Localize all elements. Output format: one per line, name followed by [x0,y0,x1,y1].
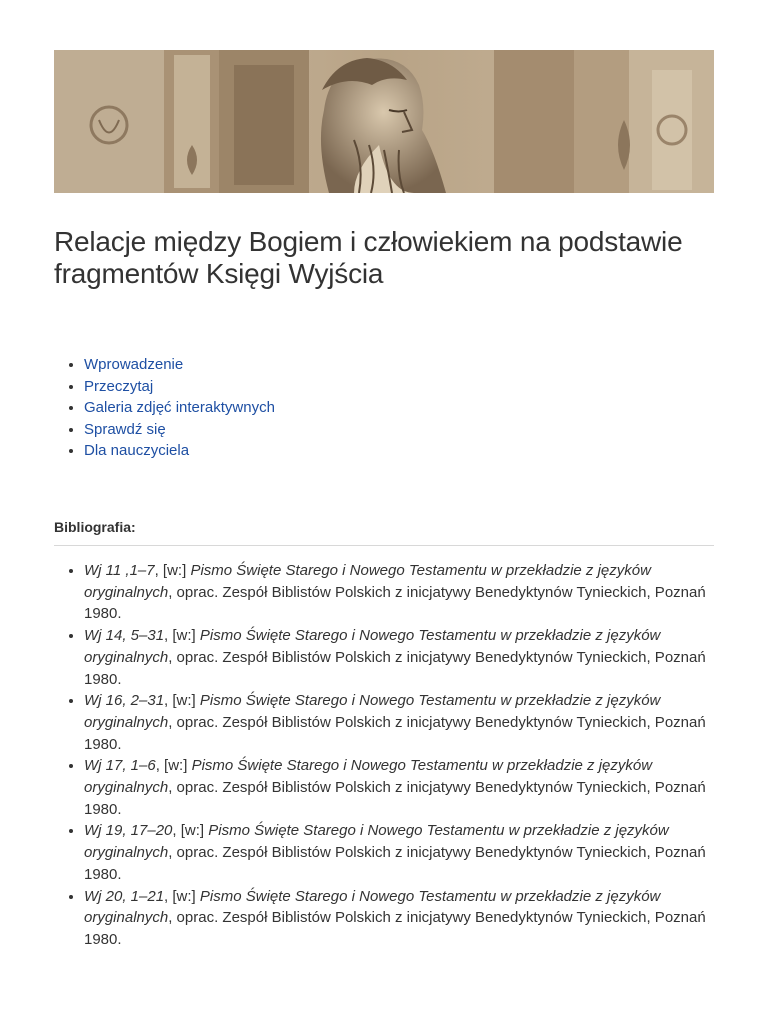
nav-link-przeczytaj[interactable]: Przeczytaj [84,377,154,395]
nav-link-sprawdz-sie[interactable]: Sprawdź się [84,420,166,438]
bib-ref: Wj 16, 2–31 [84,692,165,710]
bibliography-list [54,560,724,951]
nav-item [84,397,275,419]
bibliography-item [84,690,724,755]
section-nav [54,354,275,462]
bib-rest: , oprac. Zespół Biblistów Polskich z inicjatywy Benedyktynów Tynieckich, Poznań 1980. [84,779,706,818]
hero-image [54,50,714,193]
bib-title: Pismo Święte Starego i Nowego Testamentu w przekładzie z języków oryginalnych [84,822,669,862]
nav-link-galeria[interactable]: Galeria zdjęć interaktywnych [84,399,275,417]
bib-rest: , oprac. Zespół Biblistów Polskich z inicjatywy Benedyktynów Tynieckich, Poznań 1980. [84,583,706,623]
bib-sep: , [w:] [154,562,191,579]
bibliography-item [84,560,724,625]
bib-ref: Wj 17, 1–6 [84,757,156,775]
bibliography-item [84,625,724,690]
page-title: Relacje między Bogiem i człowiekiem na podstawie fragmentów Księgi Wyjścia [54,226,683,289]
bib-title: Pismo Święte Starego i Nowego Testamentu w przekładzie z języków oryginalnych [84,562,651,601]
bib-rest: , oprac. Zespół Biblistów Polskich z inicjatywy Benedyktynów Tynieckich, Poznań 1980. [84,909,706,948]
bibliography-heading: Bibliografia: [54,519,136,535]
bib-sep: , [w:] [164,627,200,645]
bib-rest: , oprac. Zespół Biblistów Polskich z inicjatywy Benedyktynów Tynieckich, Poznań 1980. [84,844,706,883]
bib-sep: , [w:] [172,822,209,840]
nav-item [84,419,275,441]
divider [54,545,714,546]
bib-title: Pismo Święte Starego i Nowego Testamentu w przekładzie z języków oryginalnych [84,692,661,731]
bib-ref: Wj 11 ,1–7 [84,562,155,579]
nav-link-dla-nauczyciela[interactable]: Dla nauczyciela [84,442,190,460]
bib-ref: Wj 19, 17–20 [84,822,173,840]
nav-link-wprowadzenie[interactable]: Wprowadzenie [84,356,184,373]
bib-sep: , [w:] [155,757,192,775]
bibliography-item [84,820,724,885]
bib-title: Pismo Święte Starego i Nowego Testamentu w przekładzie z języków oryginalnych [84,887,661,927]
nav-item [84,354,275,376]
nav-item [84,376,275,398]
bibliography-item [84,755,724,820]
nav-item [84,440,275,462]
bib-sep: , [w:] [164,692,200,710]
bibliography-item [84,886,724,951]
bib-rest: , oprac. Zespół Biblistów Polskich z inicjatywy Benedyktynów Tynieckich, Poznań 1980. [84,713,706,753]
bib-ref: Wj 14, 5–31 [84,627,165,645]
bib-rest: , oprac. Zespół Biblistów Polskich z inicjatywy Benedyktynów Tynieckich, Poznań 1980. [84,648,706,688]
bib-title: Pismo Święte Starego i Nowego Testamentu w przekładzie z języków oryginalnych [84,627,661,666]
bib-sep: , [w:] [164,887,200,905]
bib-ref: Wj 20, 1–21 [84,887,165,905]
bib-title: Pismo Święte Starego i Nowego Testamentu w przekładzie z języków oryginalnych [84,757,653,797]
